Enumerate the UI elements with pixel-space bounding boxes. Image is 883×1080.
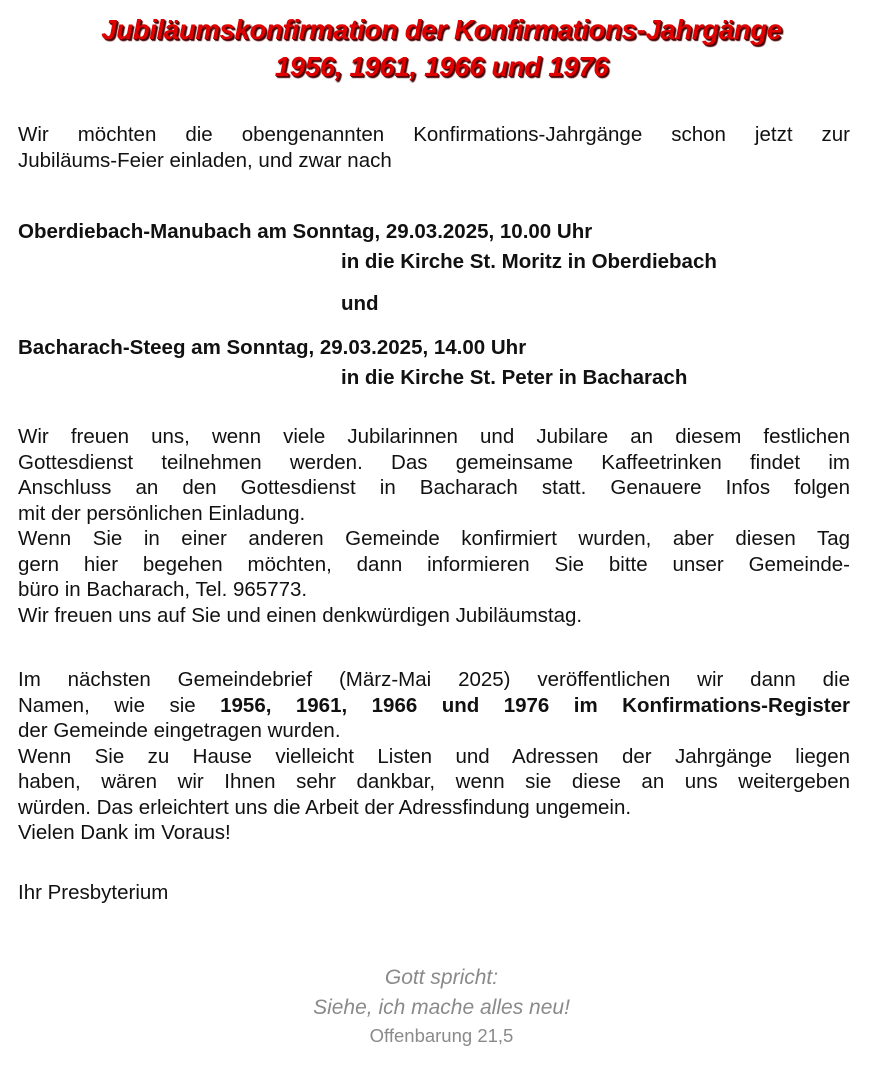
- intro-line: Jubiläums-Feier einladen, und zwar nach: [18, 148, 392, 172]
- signature: Ihr Presbyterium: [18, 881, 169, 904]
- event-bacharach-time: Bacharach-Steeg am Sonntag, 29.03.2025, 14.00 Uhr: [18, 336, 527, 359]
- body-line: gern hier begehen möchten, dann informieren Sie bitte unser Gemeinde-: [18, 552, 850, 576]
- event-bacharach-church: in die Kirche St. Peter in Bacharach: [341, 366, 688, 389]
- body-line: mit der persönlichen Einladung.: [18, 501, 306, 525]
- body-line: Wenn Sie zu Hause vielleicht Listen und Adressen der Jahrgänge liegen: [18, 744, 850, 768]
- connector-und: und: [341, 292, 379, 315]
- body-line: Wir freuen uns auf Sie und einen denkwürdigen Jubiläumstag.: [18, 603, 583, 627]
- body-line: büro in Bacharach, Tel. 965773.: [18, 578, 308, 601]
- body-line: Vielen Dank im Voraus!: [18, 821, 231, 844]
- body-line: der Gemeinde eingetragen wurden.: [18, 719, 341, 742]
- body-paragraph-2: [18, 667, 850, 846]
- intro-line: Wir möchten die obengenannten Konfirmations-Jahrgänge schon jetzt zur: [18, 123, 850, 146]
- intro-paragraph: [18, 122, 850, 173]
- title-line-1: Jubiläumskonfirmation der Konfirmations-Jahrgänge: [101, 14, 782, 45]
- body-line: Wir freuen uns, wenn viele Jubilarinnen und Jubilare an diesem festlichen: [18, 425, 850, 448]
- title-line-2: 1956, 1961, 1966 und 1976: [274, 51, 609, 82]
- motto-source: Offenbarung 21,5: [369, 1025, 514, 1046]
- event-oberdiebach-time: Oberdiebach-Manubach am Sonntag, 29.03.2025, 10.00 Uhr: [18, 220, 593, 243]
- event-oberdiebach-church: in die Kirche St. Moritz in Oberdiebach: [341, 250, 717, 273]
- body-line: Im nächsten Gemeindebrief (März-Mai 2025) veröffentlichen wir dann die: [18, 668, 850, 691]
- register-highlight: 1956, 1961, 1966 und 1976 im Konfirmations-Register: [220, 693, 850, 717]
- body-line: Wenn Sie in einer anderen Gemeinde konfirmiert wurden, aber diesen Tag: [18, 527, 850, 550]
- body-paragraph-1: [18, 424, 850, 628]
- body-line: Gottesdienst teilnehmen werden. Das gemeinsame Kaffeetrinken findet im: [18, 450, 850, 474]
- body-line: haben, wären wir Ihnen sehr dankbar, wenn sie diese an uns weitergeben: [18, 770, 850, 793]
- body-line-mixed: [18, 693, 850, 719]
- body-text: Namen, wie sie: [18, 693, 221, 717]
- body-line: würden. Das erleichtert uns die Arbeit der Adressfindung ungemein.: [18, 795, 632, 819]
- motto-line-2: Siehe, ich mache alles neu!: [313, 996, 570, 1019]
- motto-line-1: Gott spricht:: [384, 966, 499, 989]
- body-line: Anschluss an den Gottesdienst in Bacharach statt. Genauere Infos folgen: [18, 476, 850, 499]
